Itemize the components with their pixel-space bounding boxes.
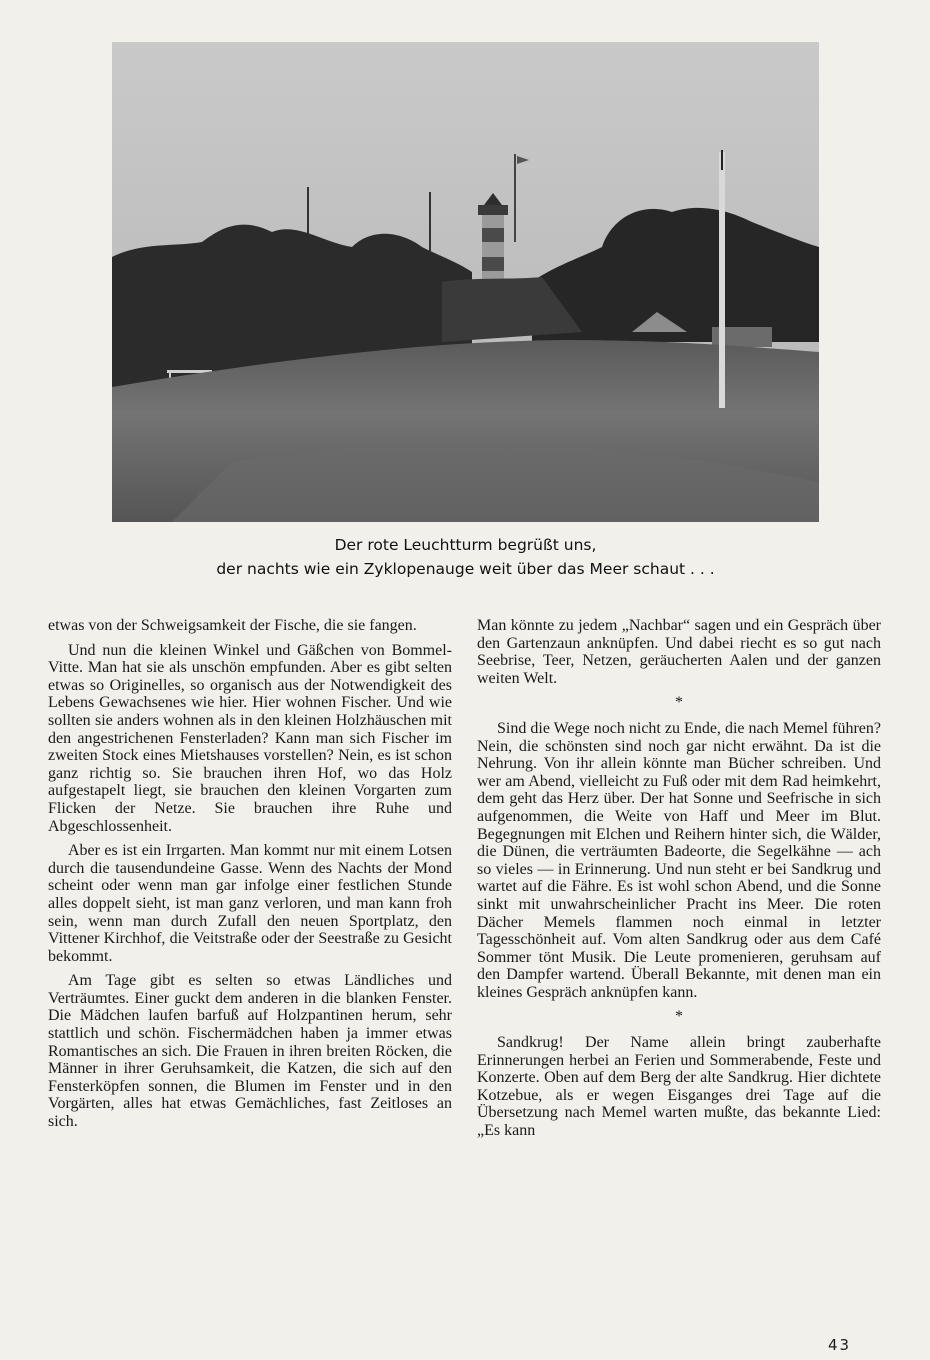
lighthouse-photograph xyxy=(112,42,819,522)
paragraph: etwas von der Schweigsamkeit der Fische, die sie fangen. xyxy=(48,617,417,634)
page-number: 43 xyxy=(828,1336,852,1354)
caption-line-2: der nachts wie ein Zyklopenauge weit über das Meer schaut . . . xyxy=(216,560,715,578)
right-column xyxy=(477,617,881,1147)
paragraph: Sind die Wege noch nicht zu Ende, die nach Memel führen? Nein, die schönsten sind noch gar nicht erwähnt. Da ist die Nehrung. Von ihr allein könnte man Bücher schreiben. Und wer am Abend, vielleicht zu Fuß oder mit dem Rad heimkehrt, dem geht das Herz über. Der hat Sonne und Seefrische in sich aufgenommen, die Weite von Haff und Meer im Blut. Begegnungen mit Elchen und Reihern hinter sich, die Wälder, die Dünen, die verträumten Badeorte, die Segelkähne — ach so vieles — in Erinnerung. Und nun steht er bei Sandkrug und wartet auf die Fähre. Es ist wohl schon Abend, und die Sonne sinkt mit unwahrscheinlicher Pracht ins Meer. Die roten Dächer Memels flammen noch einmal in letzter Tagesschönheit auf. Vom alten Sandkrug oder aus dem Café Sommer tönt Musik. Die Leute promenieren, geruhsam auf den Dampfer wartend. Überall Bekannte, mit denen man ein kleines Gespräch anknüpfen kann. xyxy=(477,719,881,1001)
paragraph: Am Tage gibt es selten so etwas Ländliches und Verträumtes. Einer guckt dem anderen in die blanken Fenster. Die Mädchen laufen barfuß auf Holzpantinen herum, sehr stattlich und schön. Fischermädchen haben ja immer etwas Romantisches an sich. Die Frauen in ihren breiten Röcken, die Männer in ihrer Geruhsamkeit, die Katzen, die sich auf den Fensterköpfen sonnen, die Blumen im Fenster und in den Vorgärten, alles hat etwas Gemächliches, fast Zeitloses an sich. xyxy=(48,972,452,1131)
section-separator: * xyxy=(675,1008,683,1026)
paragraph: Man könnte zu jedem „Nachbar“ sagen und ein Gespräch über den Gartenzaun anknüpfen. Und dabei riecht es so gut nach Seebrise, Teer, Netzen, geräucherten Aalen und der ganzen weiten Welt. xyxy=(477,617,881,687)
section-separator: * xyxy=(675,694,683,712)
paragraph: Sandkrug! Der Name allein bringt zauberhafte Erinnerungen herbei an Ferien und Sommerabende, Feste und Konzerte. Oben auf dem Berg der alte Sandkrug. Hier dichtete Kotzebue, als er wegen Eisganges drei Tage auf die Übersetzung nach Memel warten mußte, das bekannte Lied: „Es kann xyxy=(477,1034,881,1140)
figure-caption xyxy=(112,533,819,581)
left-column xyxy=(48,617,452,1138)
paragraph: Und nun die kleinen Winkel und Gäßchen von Bommel-Vitte. Man hat sie als unschön empfunden. Aber es gibt selten etwas so Originelles, so organisch aus der Notwendigkeit des Lebens Gewachsenes wie hier. Hier wohnen Fischer. Und wie sollten sie anders wohnen als in den kleinen Holzhäuschen mit den angestrichenen Fensterladen? Kann man sich Fischer im zweiten Stock eines Mietshauses vorstellen? Nein, es ist schon ganz richtig so. Sie brauchen ihren Hof, wo das Holz aufgestapelt liegt, sie brauchen den kleinen Vorgarten zum Flicken der Netze. Sie brauchen ihre Ruhe und Abgeschlossenheit. xyxy=(48,641,452,835)
paragraph: Aber es ist ein Irrgarten. Man kommt nur mit einem Lotsen durch die tausendundeine Gasse. Wenn des Nachts der Mond scheint oder wenn man gar infolge einer festlichen Stunde alles doppelt sieht, ist man ganz verloren, und man kann froh sein, wenn man durch Zufall den neuen Sportplatz, den Vittener Kirchhof, die Veitstraße oder der Seestraße zu Gesicht bekommt. xyxy=(48,842,452,965)
caption-line-1: Der rote Leuchtturm begrüßt uns, xyxy=(334,536,597,554)
